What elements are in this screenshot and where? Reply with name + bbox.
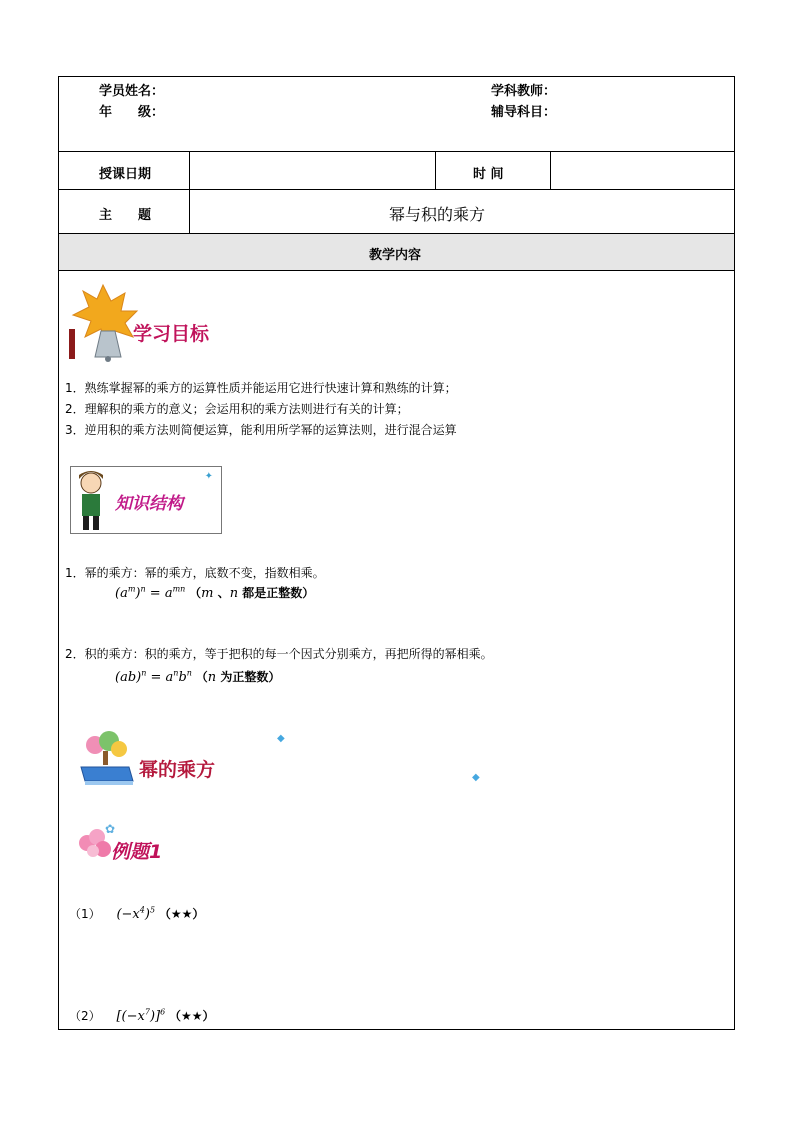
content-label: 教学内容 bbox=[369, 248, 422, 263]
power-of-product-formula: $(ab)^n = a^nb^n$ bbox=[115, 668, 192, 685]
goal-item-2: 2．理解积的乘方的意义；会运用积的乘方法则进行有关的计算； bbox=[65, 402, 409, 416]
section-banner bbox=[77, 729, 247, 789]
topic-label: 主 题 bbox=[99, 208, 152, 223]
col-divider bbox=[189, 151, 190, 233]
problem-1-number: （1） bbox=[69, 907, 101, 921]
col-divider bbox=[550, 151, 551, 189]
row-divider bbox=[59, 270, 734, 271]
subject-label: 辅导科目： bbox=[491, 105, 557, 120]
power-of-power-formula: $(a^m)^n = a^{mn}$ bbox=[115, 584, 186, 601]
example-label: 例题1 bbox=[111, 841, 163, 863]
col-divider bbox=[435, 151, 436, 189]
date-label: 授课日期 bbox=[99, 167, 152, 182]
droplet-icon: ◆ bbox=[472, 772, 480, 783]
teacher-label: 学科教师： bbox=[491, 84, 557, 99]
sparkle-icon: ✦ bbox=[204, 471, 213, 482]
topic-value: 幂与积的乘方 bbox=[389, 205, 486, 224]
grade-label: 年 级： bbox=[99, 105, 165, 120]
problem-2-number: （2） bbox=[69, 1009, 101, 1023]
droplet-icon: ◆ bbox=[277, 733, 285, 744]
rule-1-note-open: （ bbox=[189, 586, 202, 600]
problem-1 bbox=[69, 905, 204, 922]
rule-2-note-open: （ bbox=[195, 670, 208, 684]
section-title: 幂的乘方 bbox=[139, 759, 216, 781]
row-divider bbox=[59, 151, 734, 152]
problem-1-difficulty: （★★） bbox=[158, 907, 205, 921]
rule-1-formula bbox=[115, 584, 314, 601]
time-label: 时 间 bbox=[473, 167, 504, 182]
example-banner bbox=[75, 821, 185, 867]
knowledge-banner bbox=[70, 466, 222, 534]
goal-item-3: 3．逆用积的乘方法则简便运算，能利用所学幂的运算法则，进行混合运算 bbox=[65, 423, 457, 437]
rule-2-text: 2．积的乘方：积的乘方，等于把积的每一个因式分别乘方，再把所得的幂相乘。 bbox=[65, 647, 493, 661]
cartoon-boy-icon bbox=[73, 467, 113, 531]
problem-2-expression: $[(-x^7)]^6$ bbox=[116, 1007, 166, 1024]
rule-1-note-tail: 都是正整数） bbox=[238, 586, 315, 600]
tree-book-icon bbox=[77, 729, 137, 789]
rule-2-note-n: n bbox=[207, 670, 217, 685]
lesson-sheet bbox=[58, 76, 735, 1030]
flower-icon bbox=[75, 821, 115, 861]
problem-2 bbox=[69, 1007, 215, 1024]
row-divider bbox=[59, 189, 734, 190]
problem-1-expression: $(-x^4)^5$ bbox=[116, 905, 156, 922]
goal-item-1: 1．熟练掌握幂的乘方的运算性质并能运用它进行快速计算和熟练的计算； bbox=[65, 381, 457, 395]
rule-1-note-n: n bbox=[229, 586, 239, 601]
rule-1-text: 1．幂的乘方：幂的乘方，底数不变，指数相乘。 bbox=[65, 566, 325, 580]
rule-1-note-sep: 、 bbox=[213, 586, 230, 600]
goals-banner-text: 学习目标 bbox=[133, 323, 210, 345]
rule-1-note-m: m bbox=[201, 586, 214, 601]
rule-2-note-tail: 为正整数） bbox=[216, 670, 281, 684]
knowledge-banner-text: 知识结构 bbox=[115, 494, 183, 514]
problem-2-difficulty: （★★） bbox=[169, 1009, 215, 1023]
svg-text:✿: ✿ bbox=[105, 822, 115, 836]
rule-2-formula bbox=[115, 668, 280, 685]
goals-banner bbox=[65, 281, 225, 365]
student-name-label: 学员姓名： bbox=[99, 84, 165, 99]
